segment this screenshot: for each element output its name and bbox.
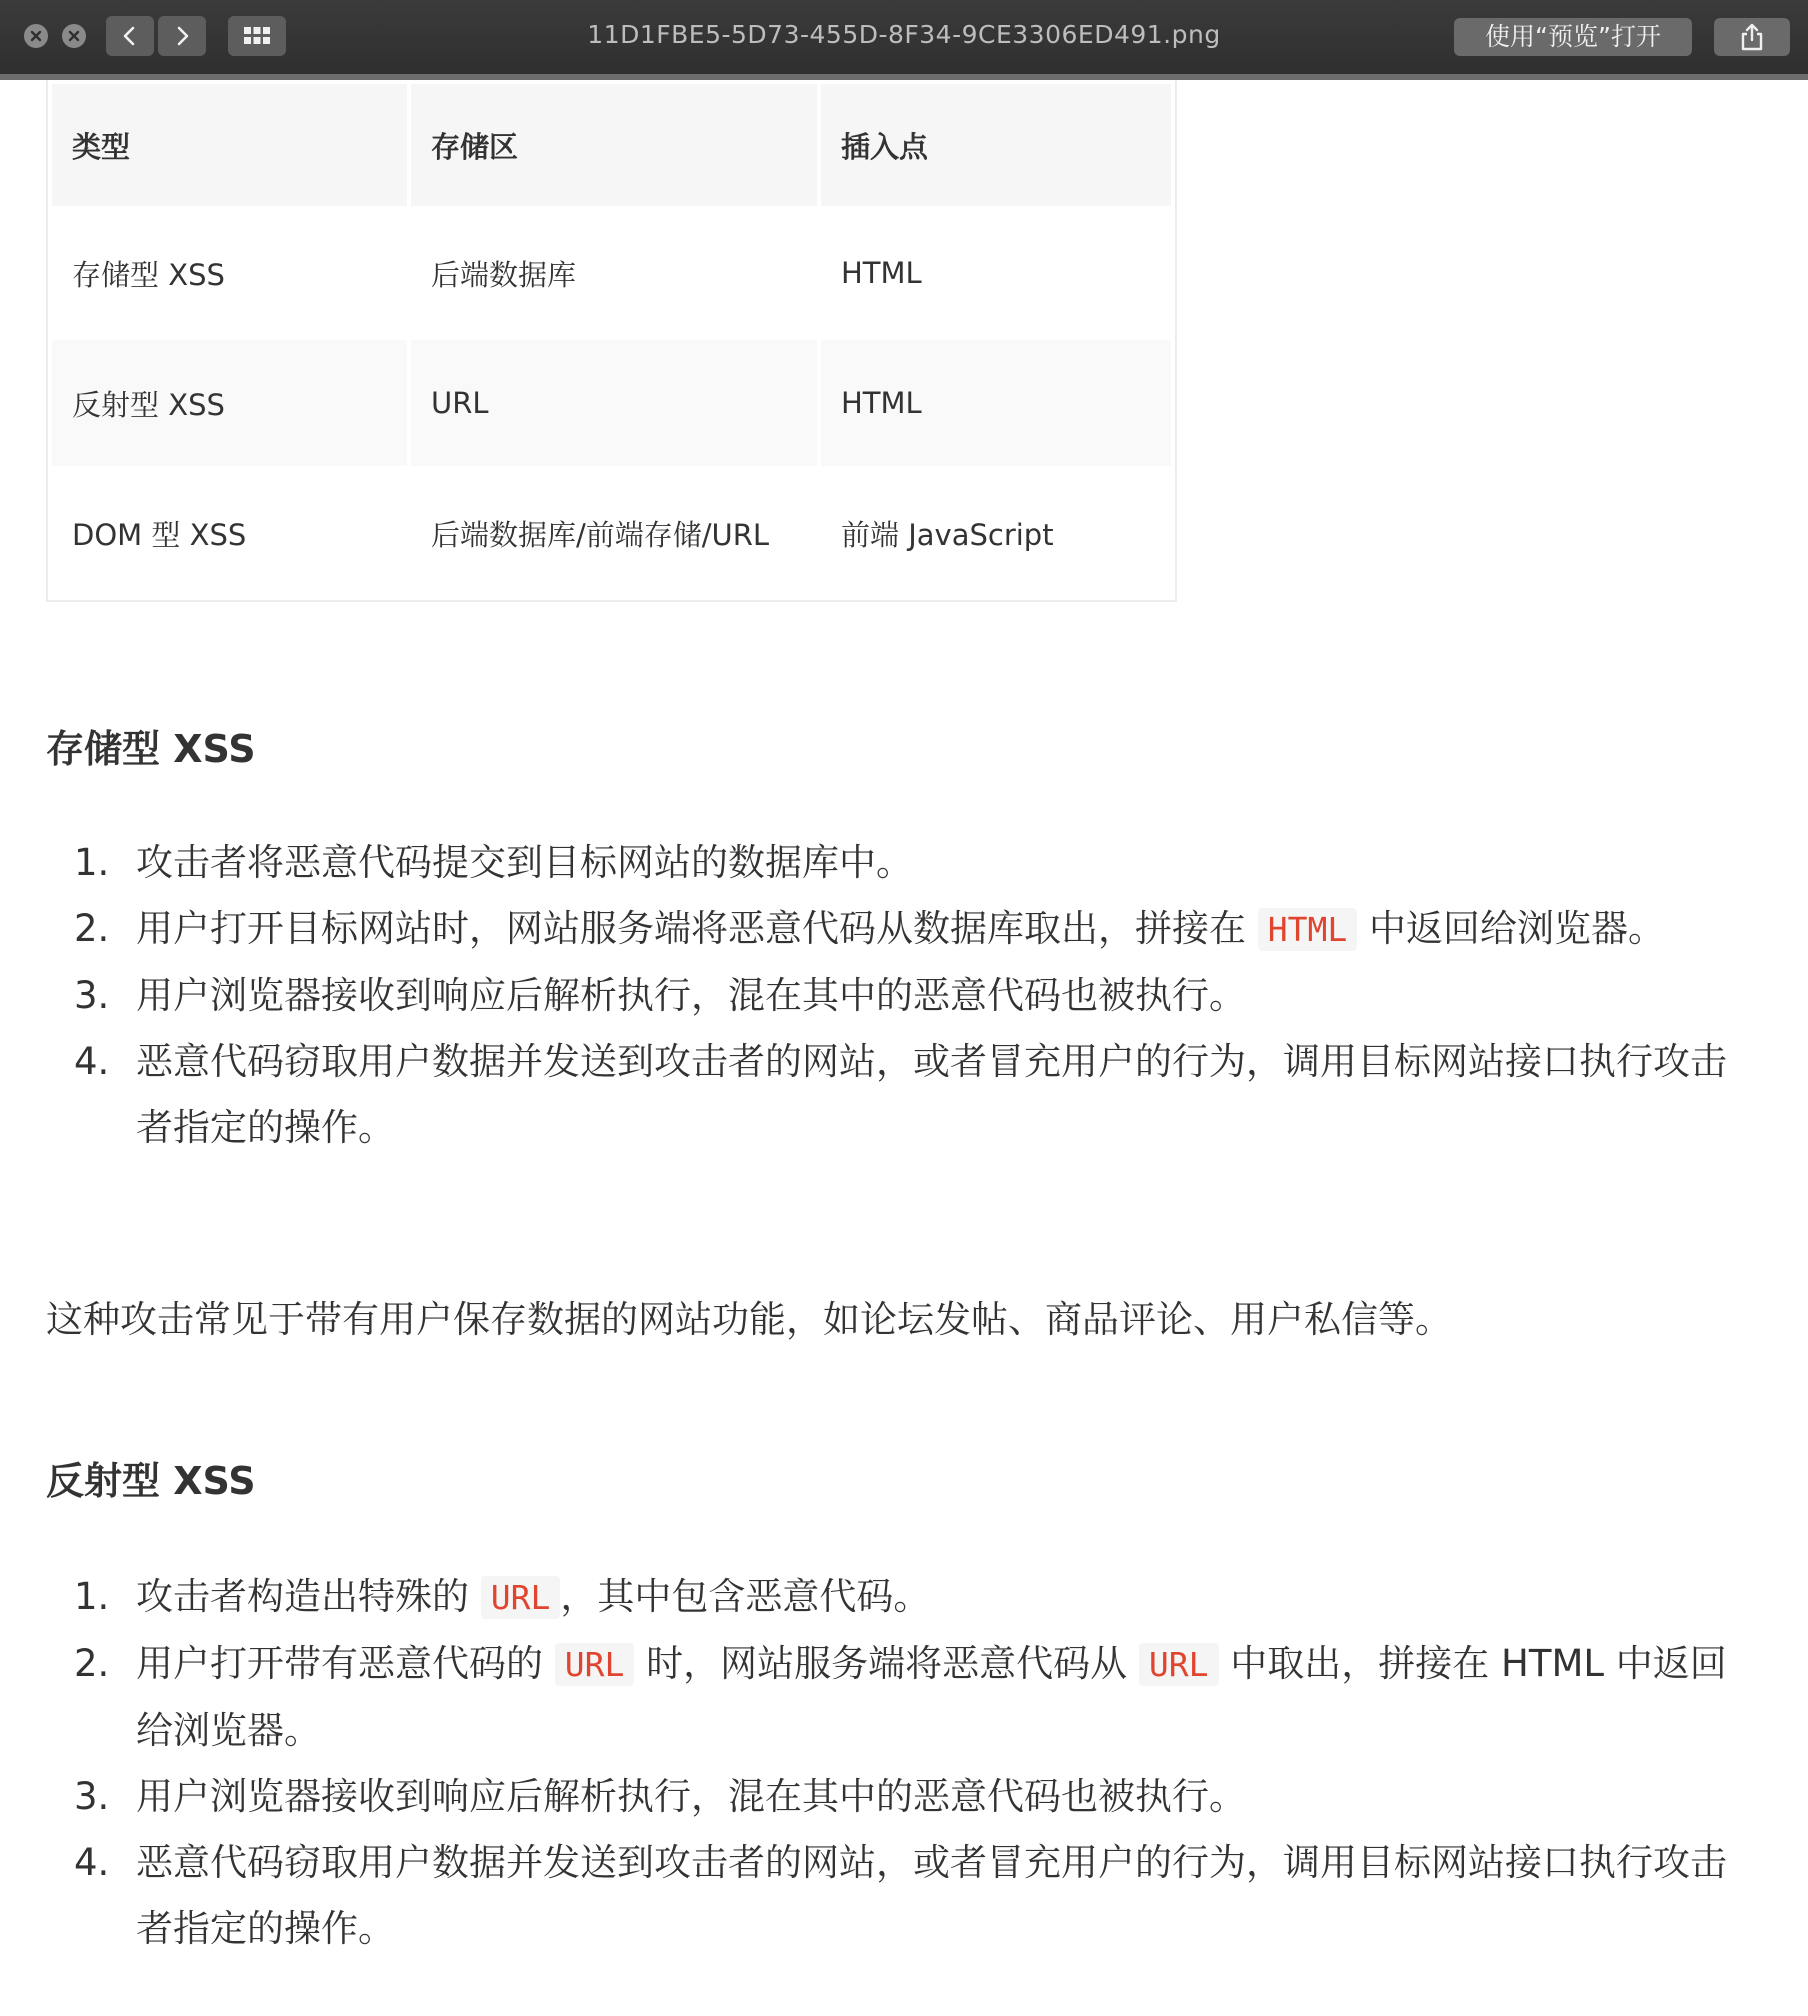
table-cell: DOM 型 XSS <box>72 517 247 552</box>
list-item-text: ，其中包含恶意代码。 <box>560 1575 931 1618</box>
stored-xss-steps <box>46 830 1746 1161</box>
list-number: 2. <box>74 1642 110 1685</box>
list-item-text: 中返回给浏览器。 <box>1369 907 1666 950</box>
table-header-cell: 插入点 <box>821 84 1171 206</box>
title-bar <box>0 0 1808 76</box>
table-row <box>52 210 1171 336</box>
list-number: 1. <box>74 841 110 884</box>
table-cell: HTML <box>821 340 1171 466</box>
table-cell: HTML <box>841 256 922 290</box>
list-item-text: 攻击者构造出特殊的 <box>136 1575 469 1618</box>
list-item <box>46 963 1746 1029</box>
list-item-text: 恶意代码窃取用户数据并发送到攻击者的网站，或者冒充用户的行为，调用目标网站接口执行攻击者指定的操作。 <box>136 1841 1727 1950</box>
share-button[interactable] <box>1714 18 1790 56</box>
table-cell: 前端 JavaScript <box>841 517 1054 552</box>
list-item <box>46 830 1746 896</box>
inline-code: URL <box>555 1643 635 1686</box>
list-item-text: 用户打开目标网站时，网站服务端将恶意代码从数据库取出，拼接在 <box>136 907 1246 950</box>
table-header-cell: 存储区 <box>411 84 817 206</box>
table-cell: 后端数据库/前端存储/URL <box>431 517 770 552</box>
list-number: 4. <box>74 1040 110 1083</box>
list-item <box>46 1830 1746 1962</box>
xss-types-table <box>46 80 1177 602</box>
inline-code: URL <box>1139 1643 1219 1686</box>
list-item <box>46 896 1746 963</box>
list-item-text: 用户浏览器接收到响应后解析执行，混在其中的恶意代码也被执行。 <box>136 1775 1246 1818</box>
table-cell: URL <box>411 340 817 466</box>
reflected-xss-heading: 反射型 XSS <box>46 1459 256 1503</box>
open-with-preview-button[interactable]: 使用“预览”打开 <box>1454 18 1692 56</box>
document-content <box>0 80 1808 2016</box>
list-item-text: 中取出，拼接在 HTML 中返回给浏览器。 <box>136 1642 1727 1752</box>
list-item-text: 时，网站服务端将恶意代码从 <box>646 1642 1128 1685</box>
table-cell: 反射型 XSS <box>52 340 407 466</box>
list-item <box>46 1631 1746 1764</box>
inline-code: URL <box>481 1576 561 1619</box>
list-number: 3. <box>74 1775 110 1818</box>
list-item-text: 用户打开带有恶意代码的 <box>136 1642 543 1685</box>
list-number: 2. <box>74 907 110 950</box>
window-title: 11D1FBE5-5D73-455D-8F34-9CE3306ED491.png <box>587 20 1221 49</box>
inline-code: HTML <box>1258 908 1357 951</box>
table-row <box>52 470 1171 596</box>
list-number: 3. <box>74 974 110 1017</box>
table-header-row <box>52 84 1171 206</box>
list-number: 1. <box>74 1575 110 1618</box>
list-item-text: 攻击者将恶意代码提交到目标网站的数据库中。 <box>136 841 913 884</box>
list-item <box>46 1564 1746 1631</box>
list-number: 4. <box>74 1841 110 1884</box>
list-item <box>46 1764 1746 1830</box>
table-header-cell: 类型 <box>52 84 407 206</box>
stored-xss-heading: 存储型 XSS <box>46 727 256 771</box>
list-item-text: 恶意代码窃取用户数据并发送到攻击者的网站，或者冒充用户的行为，调用目标网站接口执行攻击者指定的操作。 <box>136 1040 1727 1149</box>
stored-xss-note: 这种攻击常见于带有用户保存数据的网站功能，如论坛发帖、商品评论、用户私信等。 <box>46 1298 1452 1341</box>
share-icon <box>1739 23 1765 51</box>
list-item <box>46 1029 1746 1161</box>
list-item-text: 用户浏览器接收到响应后解析执行，混在其中的恶意代码也被执行。 <box>136 974 1246 1017</box>
table-cell: 存储型 XSS <box>72 257 225 292</box>
reflected-xss-steps <box>46 1564 1746 1962</box>
table-row <box>52 340 1171 466</box>
table-cell: 后端数据库 <box>431 257 577 292</box>
